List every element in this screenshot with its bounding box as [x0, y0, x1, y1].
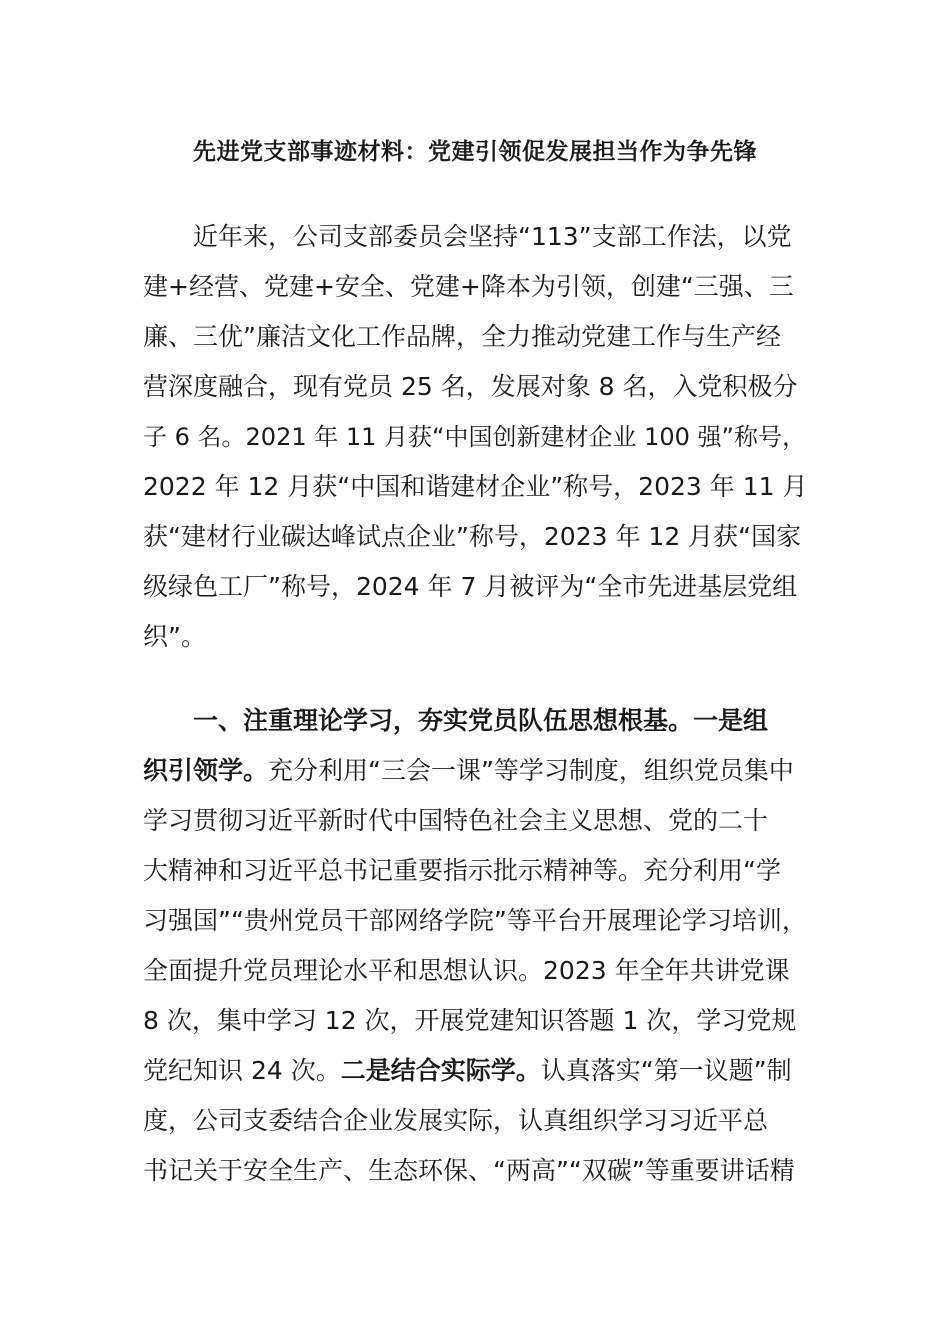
paragraph-line: 习强国”“贵州党员干部网络学院”等平台开展理论学习培训，	[143, 906, 807, 935]
paragraph-line: 书记关于安全生产、生态环保、“两高”“双碳”等重要讲话精	[143, 1156, 795, 1185]
paragraph-line: 学习贯彻习近平新时代中国特色社会主义思想、党的二十	[143, 806, 769, 835]
paragraph-line: 营深度融合，现有党员 25 名，发展对象 8 名，入党积极分	[143, 372, 798, 401]
paragraph-line: 获“建材行业碳达峰试点企业”称号，2023 年 12 月获“国家	[143, 522, 802, 551]
paragraph-line: 2022 年 12 月获“中国和谐建材企业”称号，2023 年 11 月	[143, 472, 808, 501]
paragraph-text: 充分利用“三会一课”等学习制度，组织党员集中	[268, 756, 794, 785]
subheading-text: 二是结合实际学。	[340, 1056, 541, 1085]
paragraph-line: 子 6 名。2021 年 11 月获“中国创新建材企业 100 强”称号，	[143, 423, 806, 451]
subheading-text: 织引领学。	[143, 756, 269, 785]
paragraph-line	[143, 746, 813, 796]
paragraph-line: 近年来，公司支部委员会坚持“113”支部工作法，以党	[193, 222, 792, 251]
section-heading-line: 一、注重理论学习，夯实党员队伍思想根基。一是组	[193, 706, 769, 735]
paragraph-line: 建+经营、党建+安全、党建+降本为引领，创建“三强、三	[143, 272, 794, 301]
intro-paragraph	[143, 212, 813, 662]
paragraph-line	[143, 1046, 813, 1096]
paragraph-line: 大精神和习近平总书记重要指示批示精神等。充分利用“学	[143, 856, 781, 885]
paragraph-line: 廉、三优”廉洁文化工作品牌，全力推动党建工作与生产经	[143, 322, 781, 351]
document-title: 先进党支部事迹材料：党建引领促发展担当作为争先锋	[193, 139, 757, 165]
paragraph-text: 党纪知识 24 次。	[143, 1056, 341, 1085]
paragraph-line: 织”。	[143, 622, 206, 651]
paragraph-text: 认真落实“第一议题”制	[540, 1056, 792, 1085]
paragraph-line: 全面提升党员理论水平和思想认识。2023 年全年共讲党课	[143, 956, 790, 985]
paragraph-line: 级绿色工厂”称号，2024 年 7 月被评为“全市先进基层党组	[143, 572, 798, 601]
section-one-paragraph	[143, 696, 813, 1196]
paragraph-line: 度，公司支委结合企业发展实际，认真组织学习习近平总	[143, 1106, 769, 1135]
paragraph-line: 8 次，集中学习 12 次，开展党建知识答题 1 次，学习党规	[143, 1006, 797, 1035]
